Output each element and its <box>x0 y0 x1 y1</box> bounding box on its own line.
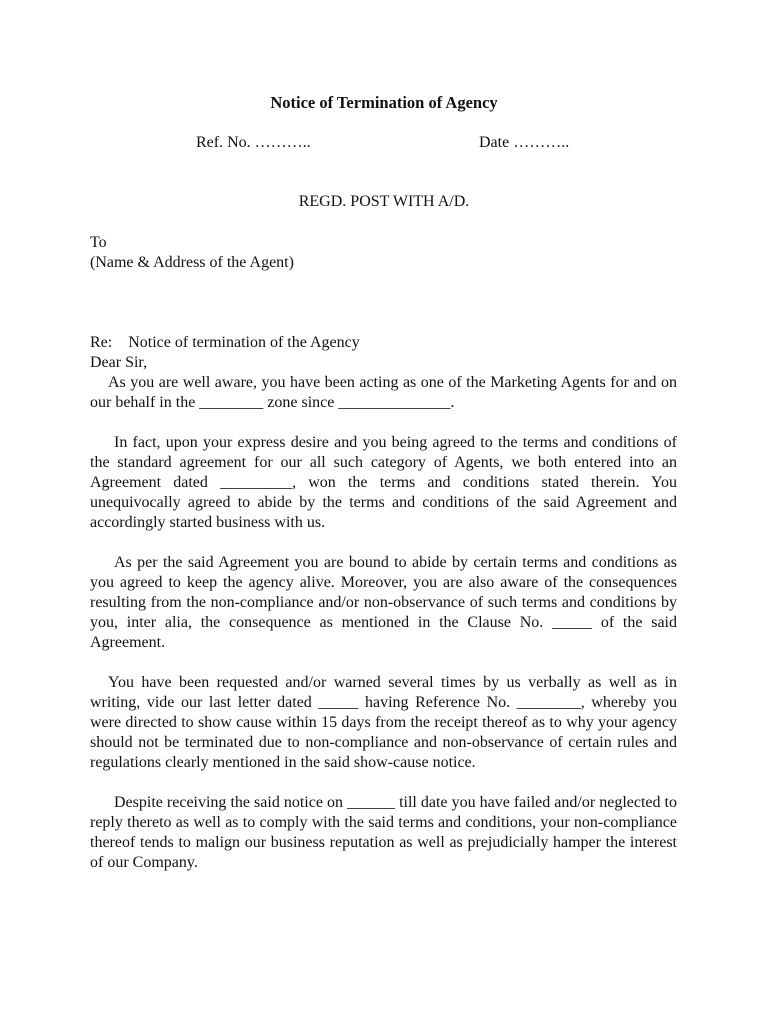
document-title: Notice of Termination of Agency <box>270 93 498 112</box>
paragraph-4: You have been requested and/or warned several times by us verbally as well as in writing, vide our last letter dated _____ having Reference No. ________, whereby you were directed to show cause within 15 days from the receipt thereof as to why your agency should not be terminated due to non-compliance and non-observance of certain rules and regulations clearly mentioned in the said show-cause notice. <box>90 674 677 771</box>
reference-number: Ref. No. ……….. <box>196 134 311 151</box>
paragraph-5: Despite receiving the said notice on ______ till date you have failed and/or neglected to reply thereto as well as to comply with the said terms and conditions, your non-compliance thereof tends to malign our business reputation as well as prejudicially hamper the interest of our Company. <box>90 794 677 871</box>
letter-body <box>90 333 677 873</box>
salutation: Dear Sir, <box>90 354 148 371</box>
recipient-block <box>90 233 294 273</box>
postal-mode: REGD. POST WITH A/D. <box>298 193 470 210</box>
paragraph-2: In fact, upon your express desire and you being agreed to the terms and conditions of the standard agreement for our all such category of Agents, we both entered into an Agreement dated _________, won the terms and conditions stated therein. You unequivocally agreed to abide by the terms and conditions of the said Agreement and accordingly started business with us. <box>90 434 677 531</box>
date-field: Date ……….. <box>479 134 570 151</box>
addressee: (Name & Address of the Agent) <box>90 254 294 271</box>
subject-line: Re: Notice of termination of the Agency <box>90 334 360 351</box>
paragraph-1: As you are well aware, you have been acting as one of the Marketing Agents for and on our behalf in the ________ zone since ______________. <box>90 374 677 411</box>
paragraph-3: As per the said Agreement you are bound to abide by certain terms and conditions as you agreed to keep the agency alive. Moreover, you are also aware of the consequences resulting from the non-compliance and/or non-observance of such terms and conditions by you, inter alia, the consequence as mentioned in the Clause No. _____ of the said Agreement. <box>90 554 677 651</box>
to-label: To <box>90 234 107 251</box>
